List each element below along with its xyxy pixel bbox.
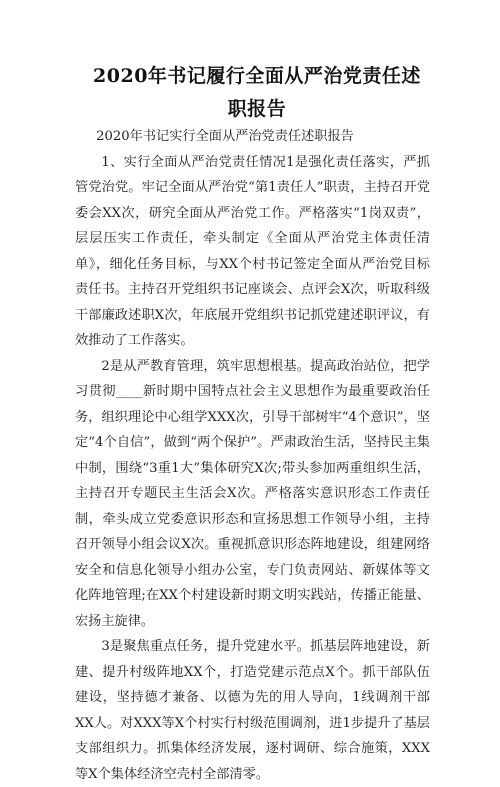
document-title: 2020年书记履行全面从严治党责任述职报告	[93, 65, 421, 120]
paragraph-1: 1、实行全面从严治党责任情况1是强化责任落实，严抓管党治党。牢记全面从严治党“第1责任人”职责，主持召开党委会XX次，研究全面从严治党工作。严格落实“1岗双责”，层层压实工作责任，牵头制定《全面从严治党主体责任清单》，细化任务目标，与XX个村书记签定全面从严治党目标责任书。主持召开党组织书记座谈会、点评会X次，听取科级干部廉政述职X次，年底展开党组织书记抓党建述职评议，有效推动了工作落实。	[75, 154, 430, 348]
paragraph-3: 3是聚焦重点任务，提升党建水平。抓基层阵地建设，新建、提升村级阵地XX个，打造党建示范点X个。抓干部队伍建设，坚持德才兼备、以德为先的用人导向，1线调剂干部XX人。对XXX等X个村实行村级范围调剂，进1步提升了基层支部组织力。抓集体经济发展，逐村调研、综合施策，XXX等X个集体经济空壳村全部清零。	[75, 639, 430, 782]
document-subtitle: 2020年书记实行全面从严治党责任述职报告	[96, 129, 354, 144]
document-body	[75, 124, 430, 787]
paragraph-2: 2是从严教育管理，筑牢思想根基。提高政治站位，把学习贯彻____新时期中国特点社会主义思想作为最重要政治任务，组织理论中心组学XXX次，引导干部树牢“4个意识”，坚定“4个自信”，做到“两个保护”。严肃政治生活，坚持民主集中制，围绕“3重1大”集体研究X次;带头参加两重组织生活，主持召开专题民主生活会X次。严格落实意识形态工作责任制，牵头成立党委意识形态和宣扬思想工作领导小组，主持召开领导小组会议X次。重视抓意识形态阵地建设，组建网络安全和信息化领导小组办公室，专门负责网站、新媒体等文化阵地管理;在XX个村建设新时期文明实践站，传播正能量、宏扬主旋律。	[75, 358, 430, 629]
